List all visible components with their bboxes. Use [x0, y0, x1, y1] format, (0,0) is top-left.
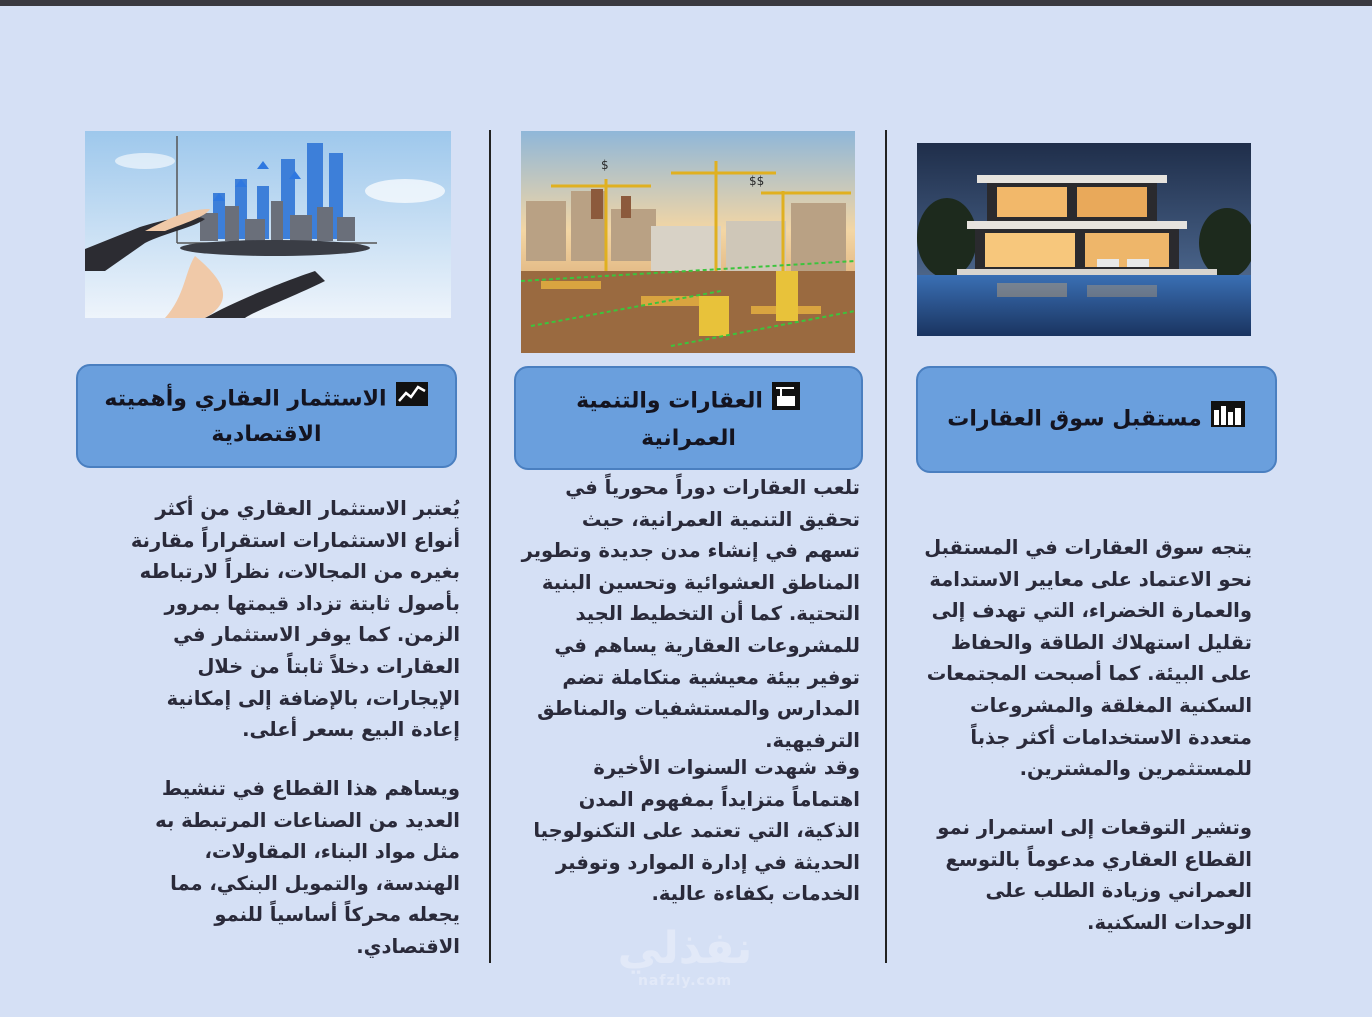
cityscape-icon — [1210, 400, 1246, 439]
middle-paragraph-1: تلعب العقارات دوراً محورياً في تحقيق التنمية العمرانية، حيث تسهم في إنشاء مدن جديدة وتطوير المناطق العشوائية وتحسين البنية التحتية. كما أن التخطيط الجيد للمشروعات العقارية يساهم في توفير بيئة معيشية متكاملة تضم المدارس والمستشفيات والمناطق الترفيهية. — [521, 476, 860, 752]
svg-text:$$: $$ — [749, 174, 765, 188]
site-watermark — [595, 925, 775, 989]
modern-villa-with-pool-photo — [917, 143, 1251, 336]
hand-holding-rising-chart-photo — [85, 131, 451, 318]
left-paragraph-1: يُعتبر الاستثمار العقاري من أكثر أنواع الاستثمارات استقراراً مقارنة بغيره من المجالات، نظراً لارتباطه بأصول ثابتة تزداد قيمتها بمرور الزمن. كما يوفر الاستثمار في العقارات دخلاً ثابتاً من خلال الإيجارات، بالإضافة إلى إمكانية إعادة البيع بسعر أعلى. — [130, 497, 460, 742]
column-divider-right — [885, 130, 887, 963]
heading-urban-development — [514, 366, 863, 470]
city-construction-cranes-photo — [521, 131, 855, 353]
watermark-url: nafzly.com — [637, 973, 733, 989]
watermark-logo-text: نفذلي — [617, 923, 753, 974]
heading-future-market — [916, 366, 1277, 473]
column-divider-left — [489, 130, 491, 963]
left-paragraph-2: ويساهم هذا القطاع في تنشيط العديد من الصناعات المرتبطة به مثل مواد البناء، المقاولات، الهندسة، والتمويل البنكي، مما يجعله محركاً أساسياً للنمو الاقتصادي. — [155, 777, 460, 958]
heading-real-estate-investment — [76, 364, 457, 468]
heading-label: مستقبل سوق العقارات — [947, 406, 1202, 432]
right-paragraph-1: يتجه سوق العقارات في المستقبل نحو الاعتماد على معايير الاستدامة والعمارة الخضراء، التي تهدف إلى تقليل استهلاك الطاقة والحفاظ على البيئة. كما أصبحت المجتمعات السكنية المغلقة والمشروعات متعددة الاستخدامات أكثر جذباً للمستثمرين والمشترين. — [924, 536, 1252, 781]
svg-text:$: $ — [601, 158, 609, 172]
heading-label: العقارات والتنمية العمرانية — [576, 388, 763, 451]
construction-icon — [771, 381, 801, 422]
chart-increasing-icon — [395, 381, 429, 418]
heading-label: الاستثمار العقاري وأهميته الاقتصادية — [104, 386, 387, 447]
right-paragraph-2: وتشير التوقعات إلى استمرار نمو القطاع العقاري مدعوماً بالتوسع العمراني وزيادة الطلب على الوحدات السكنية. — [937, 816, 1252, 934]
top-border — [0, 0, 1372, 6]
middle-paragraph-2: وقد شهدت السنوات الأخيرة اهتماماً متزايداً بمفهوم المدن الذكية، التي تعتمد على التكنولوجيا الحديثة في إدارة الموارد وتوفير الخدمات بكفاءة عالية. — [533, 756, 860, 906]
